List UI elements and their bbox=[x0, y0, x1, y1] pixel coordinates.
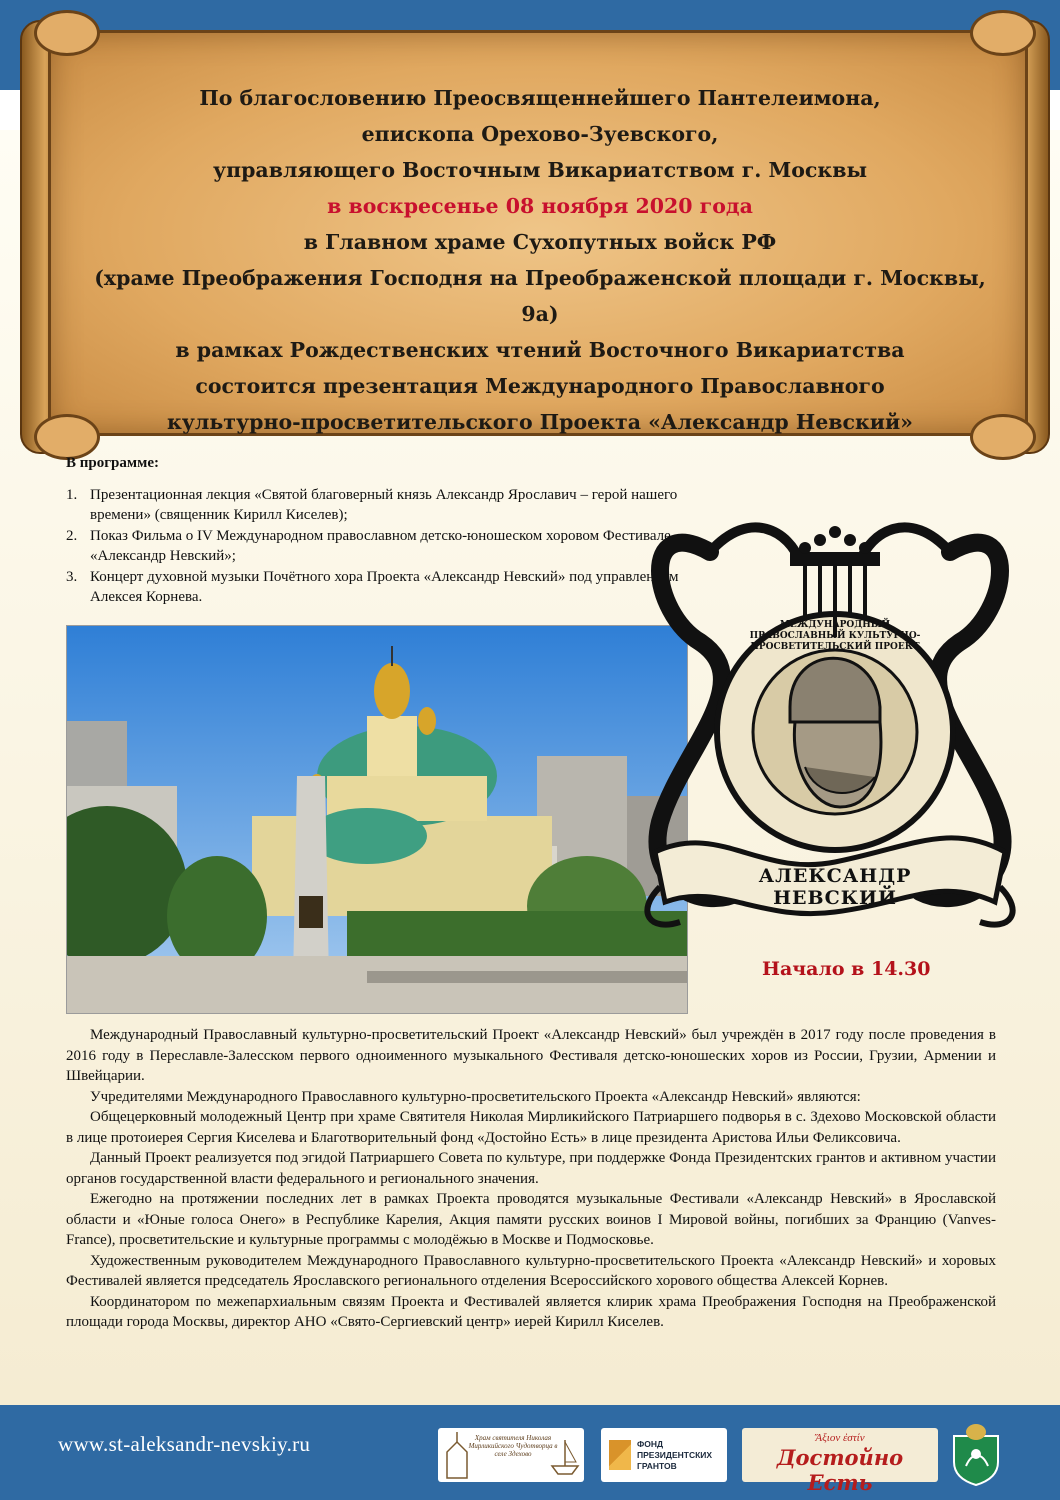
paragraph: Учредителями Международного Православного культурно-просветительского Проекта «Александр Невский» являются: bbox=[90, 1088, 861, 1105]
website-link[interactable]: www.st-aleksandr-nevskiy.ru bbox=[58, 1432, 311, 1456]
event-date: в воскресенье 08 ноября 2020 года bbox=[327, 194, 753, 218]
program-item-text: Показ Фильма о IV Международном православном детско-юношеском хоровом Фестивале «Александр Невский»; bbox=[90, 528, 671, 564]
program-list bbox=[66, 486, 706, 609]
program-item-number: 3. bbox=[66, 569, 78, 585]
paragraph: Данный Проект реализуется под эгидой Патриаршего Совета по культуре, при поддержке Фонда Президентских грантов и активном участии органов государственной власти федерального и регионального значения. bbox=[66, 1150, 996, 1187]
scroll-banner bbox=[20, 10, 1050, 460]
grants-logo-text bbox=[637, 1439, 712, 1472]
paragraph: Координатором по межепархиальным связям Проекта и Фестивалей является клирик храма Преображения Господня на Преображенской площади города Москвы, директор АНО «Свято-Сергиевский центр» иерей Кирилл Киселев. bbox=[66, 1293, 996, 1330]
paragraph: Общецерковный молодежный Центр при храме Святителя Николая Мирликийского Патриаршего подворья в с. Здехово Московской области в лице протоиерея Сергия Киселева и Благотворительный фонд «Достойно Есть» в лице президента Аристова Ильи Феликсовича. bbox=[66, 1109, 996, 1146]
header-line: управляющего Восточным Викариатством г. Москвы bbox=[212, 158, 868, 182]
header-line: состоится презентация Международного Православного bbox=[195, 374, 885, 398]
church-logo bbox=[438, 1428, 584, 1482]
header-line: в рамках Рождественских чтений Восточного Викариатства bbox=[175, 338, 905, 362]
program-item-text: Презентационная лекция «Святой благоверный князь Александр Ярославич – герой нашего времени» (священник Кирилл Киселев); bbox=[90, 487, 678, 523]
grants-mark-icon bbox=[609, 1440, 631, 1470]
grants-line: ГРАНТОВ bbox=[637, 1460, 677, 1471]
presidential-grants-logo bbox=[601, 1428, 727, 1482]
sergiev-center-logo bbox=[948, 1428, 1004, 1482]
header-line: По благословению Преосвященнейшего Пантелеимона, bbox=[199, 86, 881, 110]
announcement-text bbox=[80, 80, 1000, 440]
church-logo-text: Храм святителя Николая Мирликийского Чудотворца в селе Здехово bbox=[468, 1434, 558, 1458]
scroll-curl bbox=[970, 10, 1036, 56]
paragraph: Художественным руководителем Международного Православного культурно-просветительского Проекта «Александр Невский» и хоровых Фестивалей является председатель Ярославского регионального отделения Всероссийского хорового общества Алексей Корнев. bbox=[66, 1252, 996, 1289]
header-line: культурно-просветительского Проекта «Александр Невский» bbox=[167, 410, 913, 434]
paragraph: Международный Православный культурно-просветительский Проект «Александр Невский» был учреждён в 2017 году после проведения в 2016 году в Переславле-Залесском первого одноименного музыкального Фестиваля детско-юношеских хоров из России, Грузии, Армении и Швейцарии. bbox=[66, 1027, 996, 1084]
program-title: В программе: bbox=[66, 455, 159, 471]
church-photo-image bbox=[67, 626, 687, 1013]
shield-emblem-icon bbox=[948, 1422, 1004, 1486]
grants-line: ФОНД bbox=[637, 1438, 664, 1449]
scroll-curl bbox=[34, 10, 100, 56]
program-item-number: 1. bbox=[66, 487, 78, 503]
program-item bbox=[66, 527, 706, 566]
header-line: епископа Орехово-Зуевского, bbox=[361, 122, 719, 146]
header-line: в Главном храме Сухопутных войск РФ bbox=[303, 230, 777, 254]
dostoyno-est-logo bbox=[742, 1428, 938, 1495]
emblem-ribbon-text: АЛЕКСАНДР НЕВСКИЙ bbox=[758, 865, 912, 909]
grants-line: ПРЕЗИДЕНТСКИХ bbox=[637, 1449, 713, 1460]
program-item-text: Концерт духовной музыки Почётного хора Проекта «Александр Невский» под управлением Алексея Корнева. bbox=[90, 569, 679, 605]
project-description bbox=[66, 1025, 996, 1333]
project-emblem bbox=[640, 492, 1020, 942]
program-item bbox=[66, 568, 706, 607]
ship-sketch-icon bbox=[550, 1436, 580, 1476]
header-line: (храме Преображения Господня на Преображенской площади г. Москвы, 9а) bbox=[94, 266, 986, 326]
start-time: Начало в 14.30 bbox=[762, 958, 931, 980]
dostoyno-greek-text: Ἄξιον ἐστίν bbox=[815, 1432, 865, 1444]
program-item bbox=[66, 486, 706, 525]
church-photo bbox=[66, 625, 688, 1014]
program-item-number: 2. bbox=[66, 528, 78, 544]
emblem-arc-text: МЕЖДУНАРОДНЫЙ ПРАВОСЛАВНЫЙ КУЛЬТУРНО-ПРОСВЕТИТЕЛЬСКИЙ ПРОЕКТ bbox=[749, 620, 921, 652]
dostoyno-text: Достойно Есть bbox=[776, 1445, 904, 1495]
paragraph: Ежегодно на протяжении последних лет в рамках Проекта проводятся музыкальные Фестивали «Александр Невский» в Ярославской области и «Юные голоса Онего» в Республике Карелия, Акция памяти русских воинов I Мировой войны, погибших за Францию (Vanves-France), просветительские и культурные программы с молодёжью в Москве и Подмосковье. bbox=[66, 1191, 996, 1248]
